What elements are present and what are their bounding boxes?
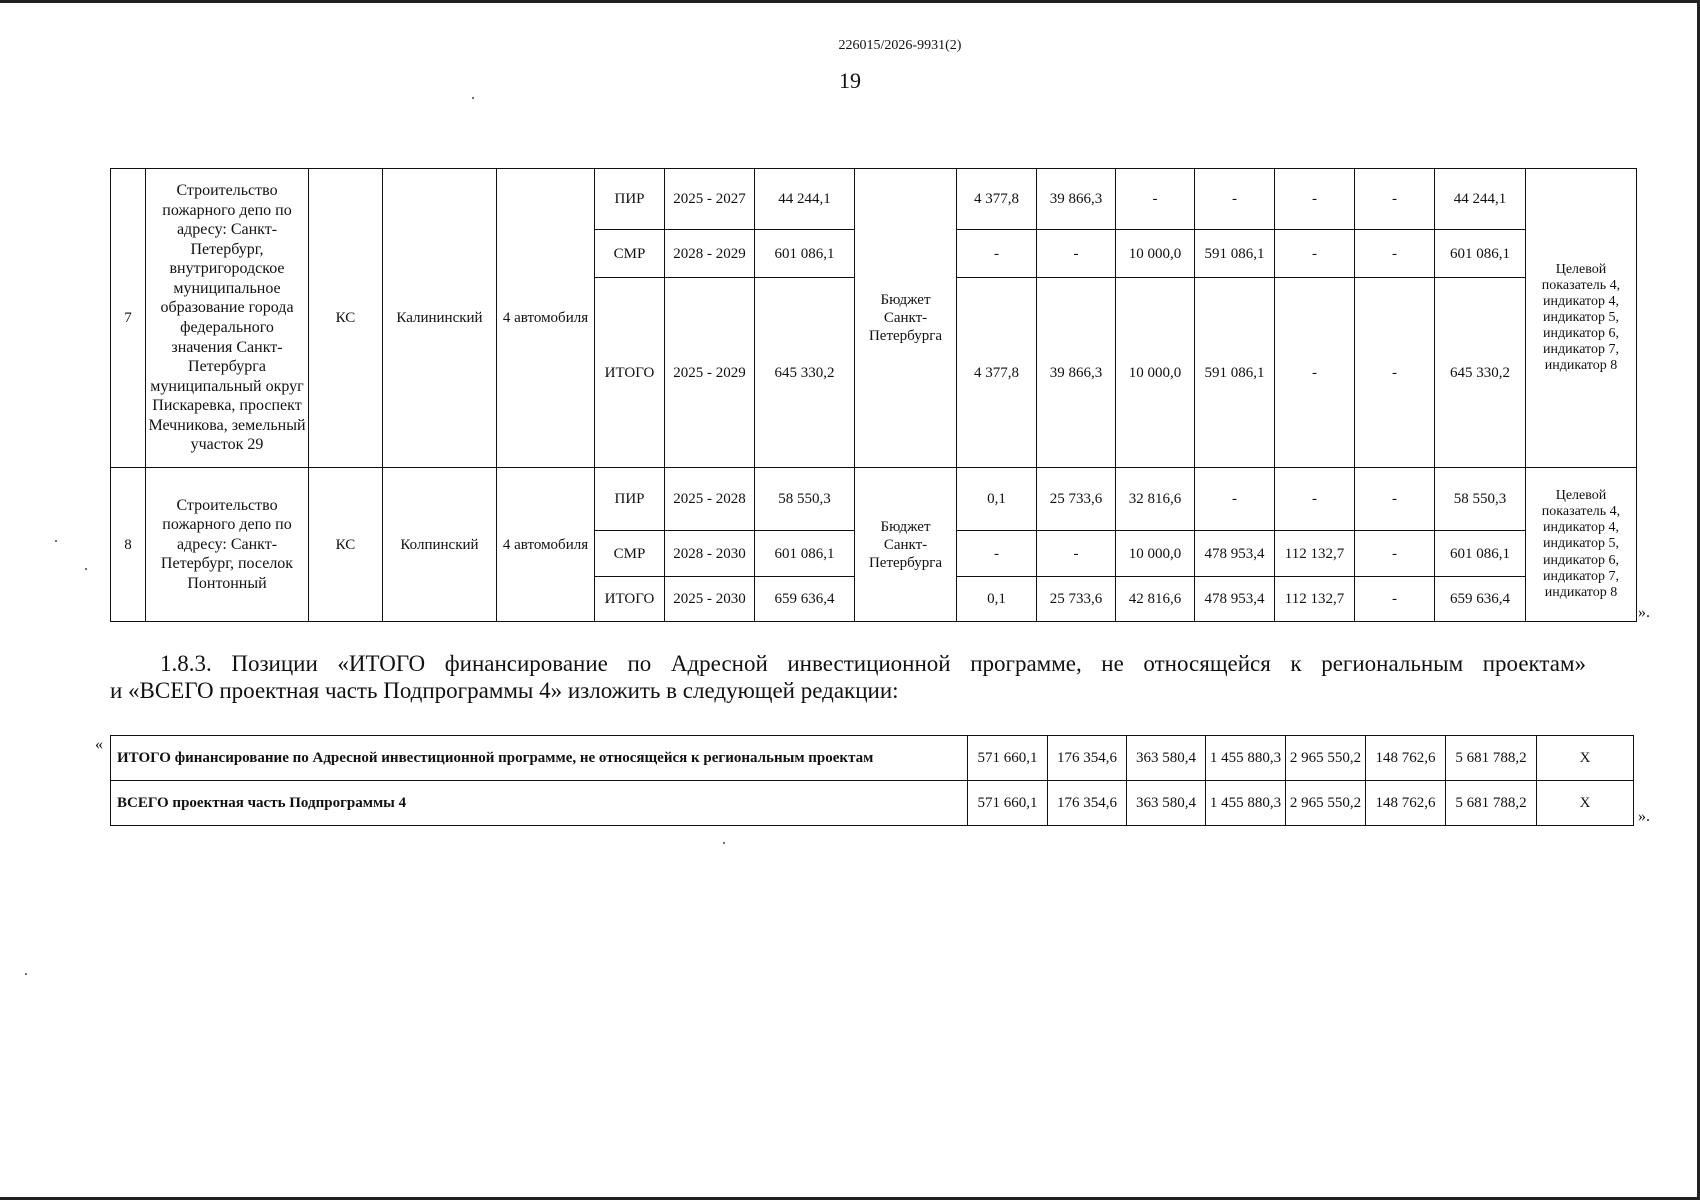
year-1-value: - [957, 531, 1037, 577]
total-cost: 44 244,1 [755, 169, 855, 230]
period: 2028 - 2030 [665, 531, 755, 577]
year-2-value: 39 866,3 [1037, 169, 1116, 230]
scan-border-top [0, 0, 1700, 3]
district: Калининский [383, 169, 497, 468]
object-type: КС [309, 169, 383, 468]
table-row [111, 468, 1637, 531]
period-sum: 659 636,4 [1435, 577, 1526, 622]
period: 2025 - 2027 [665, 169, 755, 230]
period-sum: 645 330,2 [1435, 278, 1526, 468]
year-2-value: - [1037, 230, 1116, 278]
period: 2025 - 2030 [665, 577, 755, 622]
year-1-value: 4 377,8 [957, 169, 1037, 230]
period: 2028 - 2029 [665, 230, 755, 278]
object-name: Строительство пожарного депо по адресу: Санкт-Петербург, внутригородское муниципальное образование города федерального значения Санкт-Петербурга муниципальный округ Пискаревка, проспект Мечникова, земельный участок 29 [146, 169, 309, 468]
year-3-value: 32 816,6 [1116, 468, 1195, 531]
object-type: КС [309, 468, 383, 622]
year-2-value: - [1037, 531, 1116, 577]
stage: ПИР [595, 468, 665, 531]
paragraph-line: и «ВСЕГО проектная часть Подпрограммы 4» изложить в следующей редакции: [110, 678, 899, 704]
capacity: 4 автомобиля [497, 169, 595, 468]
year-3-value: 363 580,4 [1127, 781, 1206, 826]
row-number: 7 [111, 169, 146, 468]
year-5-value: - [1275, 468, 1355, 531]
year-4-value: 478 953,4 [1195, 531, 1275, 577]
period-sum: 601 086,1 [1435, 531, 1526, 577]
year-1-value: 0,1 [957, 468, 1037, 531]
opening-quote: « [95, 736, 103, 753]
year-2-value: 25 733,6 [1037, 577, 1116, 622]
year-3-value: 363 580,4 [1127, 736, 1206, 781]
year-1-value: 4 377,8 [957, 278, 1037, 468]
paragraph-line: 1.8.3. Позиции «ИТОГО финансирование по Адресной инвестиционной программе, не относящейся к региональным проектам» [160, 651, 1586, 676]
year-3-value: 10 000,0 [1116, 531, 1195, 577]
target-indicators: Целевой показатель 4, индикатор 4, индикатор 5, индикатор 6, индикатор 7, индикатор 8 [1526, 169, 1637, 468]
target-indicators: Целевой показатель 4, индикатор 4, индикатор 5, индикатор 6, индикатор 7, индикатор 8 [1526, 468, 1637, 622]
period-sum: 5 681 788,2 [1446, 781, 1537, 826]
total-cost: 659 636,4 [755, 577, 855, 622]
object-name: Строительство пожарного депо по адресу: Санкт-Петербург, поселок Понтонный [146, 468, 309, 622]
table-row [111, 736, 1634, 781]
row-number: 8 [111, 468, 146, 622]
amendment-paragraph [110, 650, 1586, 704]
stage: ИТОГО [595, 278, 665, 468]
scan-speck [55, 540, 57, 542]
year-1-value: 571 660,1 [968, 781, 1048, 826]
scan-speck [25, 973, 27, 975]
period-sum: 5 681 788,2 [1446, 736, 1537, 781]
capacity: 4 автомобиля [497, 468, 595, 622]
year-6-value: 148 762,6 [1366, 781, 1446, 826]
year-4-value: 591 086,1 [1195, 230, 1275, 278]
year-1-value: - [957, 230, 1037, 278]
funding-source: Бюджет Санкт-Петербурга [855, 468, 957, 622]
year-4-value: 591 086,1 [1195, 278, 1275, 468]
year-1-value: 0,1 [957, 577, 1037, 622]
total-cost: 645 330,2 [755, 278, 855, 468]
funding-source: Бюджет Санкт-Петербурга [855, 169, 957, 468]
not-applicable-mark: Х [1537, 736, 1634, 781]
year-1-value: 571 660,1 [968, 736, 1048, 781]
year-3-value: - [1116, 169, 1195, 230]
year-5-value: 112 132,7 [1275, 577, 1355, 622]
period: 2025 - 2029 [665, 278, 755, 468]
district: Колпинский [383, 468, 497, 622]
year-3-value: 10 000,0 [1116, 278, 1195, 468]
year-6-value: - [1355, 230, 1435, 278]
stage: ИТОГО [595, 577, 665, 622]
scan-speck [723, 842, 725, 844]
year-2-value: 39 866,3 [1037, 278, 1116, 468]
year-5-value: - [1275, 278, 1355, 468]
year-5-value: - [1275, 169, 1355, 230]
year-4-value: - [1195, 468, 1275, 531]
year-4-value: - [1195, 169, 1275, 230]
totals-label: ВСЕГО проектная часть Подпрограммы 4 [111, 781, 968, 826]
totals-label: ИТОГО финансирование по Адресной инвестиционной программе, не относящейся к региональным проектам [111, 736, 968, 781]
page-number: 19 [839, 68, 861, 93]
period: 2025 - 2028 [665, 468, 755, 531]
year-5-value: 2 965 550,2 [1286, 781, 1366, 826]
stage: СМР [595, 531, 665, 577]
construction-projects-table [110, 168, 1637, 622]
scan-speck [472, 97, 474, 99]
not-applicable-mark: Х [1537, 781, 1634, 826]
year-6-value: - [1355, 577, 1435, 622]
year-5-value: 2 965 550,2 [1286, 736, 1366, 781]
closing-quote: ». [1638, 808, 1650, 825]
year-2-value: 176 354,6 [1048, 736, 1127, 781]
year-2-value: 25 733,6 [1037, 468, 1116, 531]
table-row [111, 781, 1634, 826]
scan-speck [85, 568, 87, 570]
year-4-value: 1 455 880,3 [1206, 736, 1286, 781]
total-cost: 601 086,1 [755, 230, 855, 278]
table-row [111, 169, 1637, 230]
year-6-value: 148 762,6 [1366, 736, 1446, 781]
year-5-value: - [1275, 230, 1355, 278]
period-sum: 601 086,1 [1435, 230, 1526, 278]
period-sum: 44 244,1 [1435, 169, 1526, 230]
totals-table [110, 735, 1634, 826]
year-3-value: 42 816,6 [1116, 577, 1195, 622]
year-6-value: - [1355, 531, 1435, 577]
stage: ПИР [595, 169, 665, 230]
year-3-value: 10 000,0 [1116, 230, 1195, 278]
document-id: 226015/2026-9931(2) [838, 38, 962, 53]
year-6-value: - [1355, 169, 1435, 230]
closing-quote: ». [1638, 604, 1650, 621]
period-sum: 58 550,3 [1435, 468, 1526, 531]
year-6-value: - [1355, 278, 1435, 468]
year-6-value: - [1355, 468, 1435, 531]
year-2-value: 176 354,6 [1048, 781, 1127, 826]
total-cost: 601 086,1 [755, 531, 855, 577]
total-cost: 58 550,3 [755, 468, 855, 531]
year-5-value: 112 132,7 [1275, 531, 1355, 577]
year-4-value: 1 455 880,3 [1206, 781, 1286, 826]
stage: СМР [595, 230, 665, 278]
year-4-value: 478 953,4 [1195, 577, 1275, 622]
